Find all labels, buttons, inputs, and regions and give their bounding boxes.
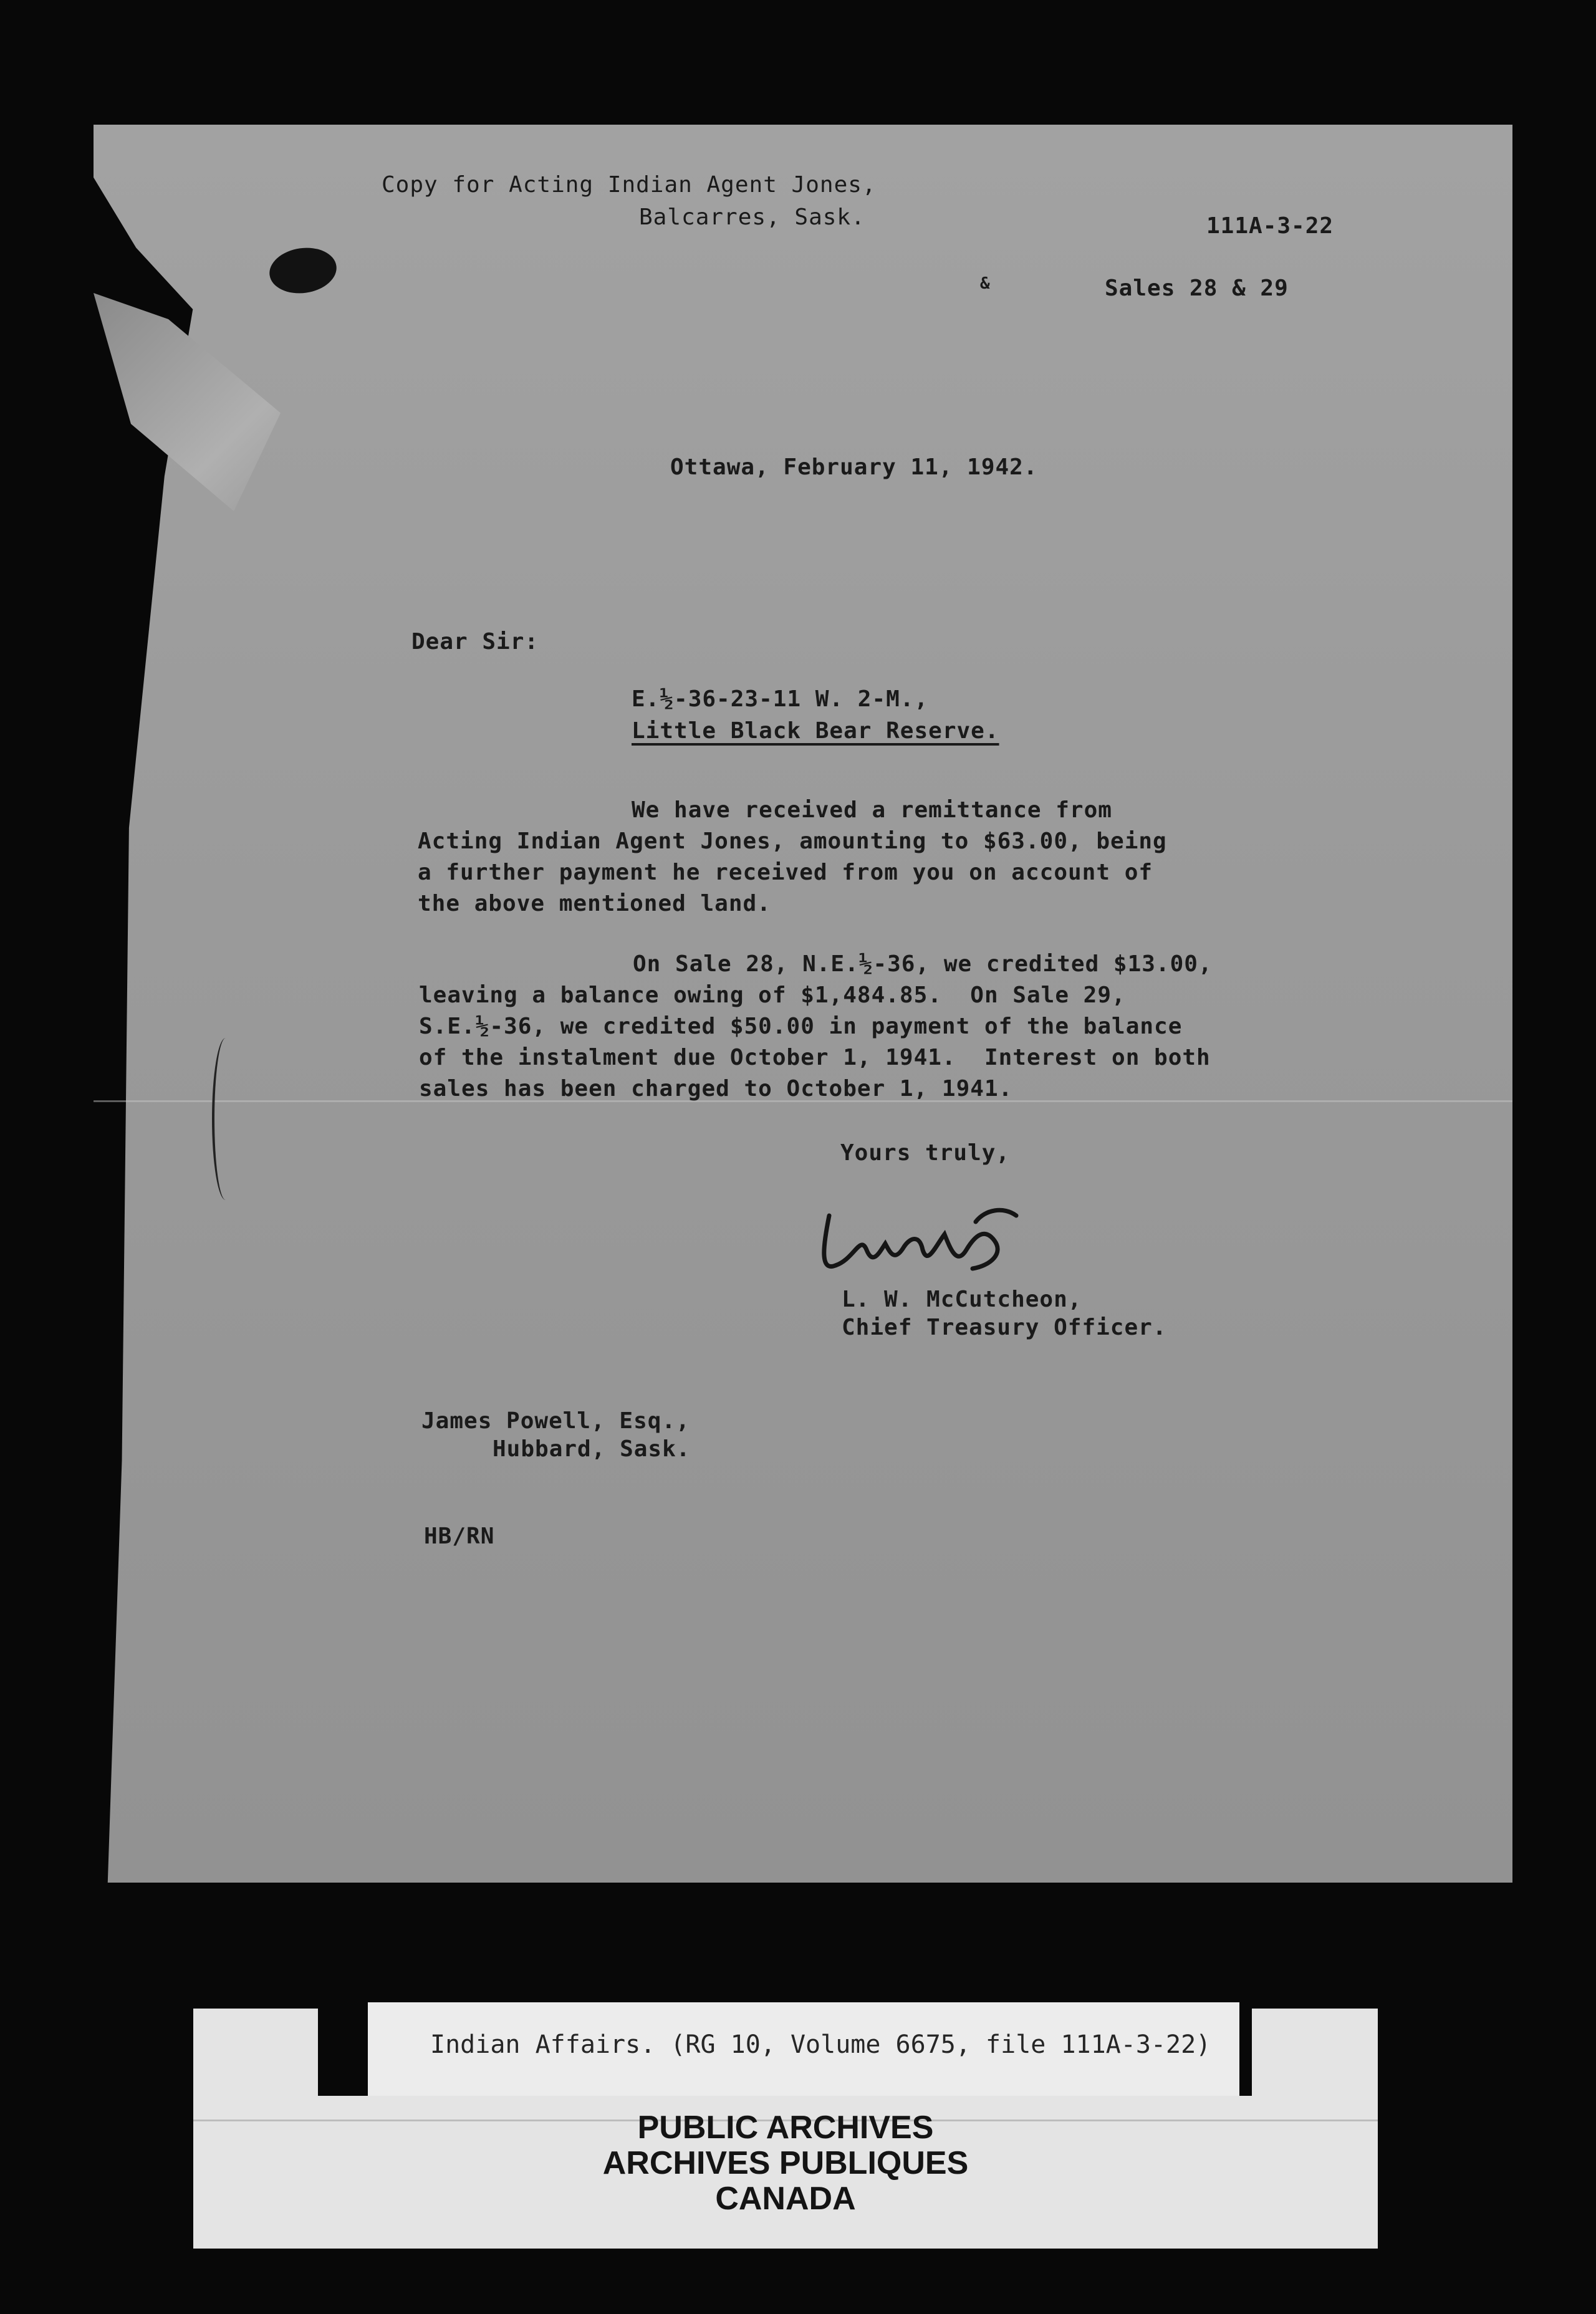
archives-stamp: [193, 2110, 1378, 2217]
paragraph-2-line: On Sale 28, N.E.½-36, we credited $13.00,: [633, 951, 1213, 977]
paragraph-1-line: the above mentioned land.: [418, 891, 771, 916]
copy-note-line-2: Balcarres, Sask.: [639, 204, 865, 230]
salutation: Dear Sir:: [411, 629, 539, 655]
archives-line-french: ARCHIVES PUBLIQUES: [602, 2145, 969, 2181]
complimentary-close: Yours truly,: [840, 1140, 1011, 1166]
archives-line-english: PUBLIC ARCHIVES: [637, 2110, 934, 2146]
paragraph-1-line: a further payment he received from you on account of: [418, 860, 1153, 885]
label-notch-right: [1239, 2009, 1252, 2096]
signer-name: L. W. McCutcheon,: [842, 1287, 1082, 1312]
sales-reference: Sales 28 & 29: [1105, 276, 1289, 301]
recipient-name: James Powell, Esq.,: [421, 1408, 690, 1434]
subject-line-2: Little Black Bear Reserve.: [632, 718, 999, 744]
typist-initials: HB/RN: [424, 1524, 495, 1549]
stray-mark: &: [980, 274, 991, 293]
paragraph-1: [418, 795, 1167, 919]
paragraph-2-line: leaving a balance owing of $1,484.85. On Sale 29,: [419, 982, 1126, 1008]
file-number: 111A-3-22: [1206, 213, 1334, 239]
signer-title: Chief Treasury Officer.: [842, 1315, 1167, 1340]
recipient-place: Hubbard, Sask.: [493, 1436, 691, 1462]
paragraph-1-line: We have received a remittance from: [632, 797, 1112, 823]
paragraph-1-line: Acting Indian Agent Jones, amounting to $63.00, being: [418, 828, 1167, 854]
paragraph-2-line: of the instalment due October 1, 1941. Interest on both: [419, 1045, 1211, 1070]
label-notch-left: [318, 2009, 368, 2096]
letter-date: Ottawa, February 11, 1942.: [670, 454, 1038, 480]
paragraph-2-line: S.E.½-36, we credited $50.00 in payment of the balance: [419, 1014, 1183, 1039]
handwritten-signature: [817, 1191, 1022, 1290]
paragraph-2-line: sales has been charged to October 1, 1941.: [419, 1076, 1013, 1102]
paragraph-2: [419, 949, 1213, 1105]
copy-note-line-1: Copy for Acting Indian Agent Jones,: [382, 172, 877, 198]
archive-reference: Indian Affairs. (RG 10, Volume 6675, file 111A-3-22): [430, 2030, 1211, 2059]
archives-line-country: CANADA: [715, 2181, 856, 2217]
margin-pencil-mark: [212, 1038, 239, 1200]
subject-line-1: E.½-36-23-11 W. 2-M.,: [632, 686, 929, 712]
